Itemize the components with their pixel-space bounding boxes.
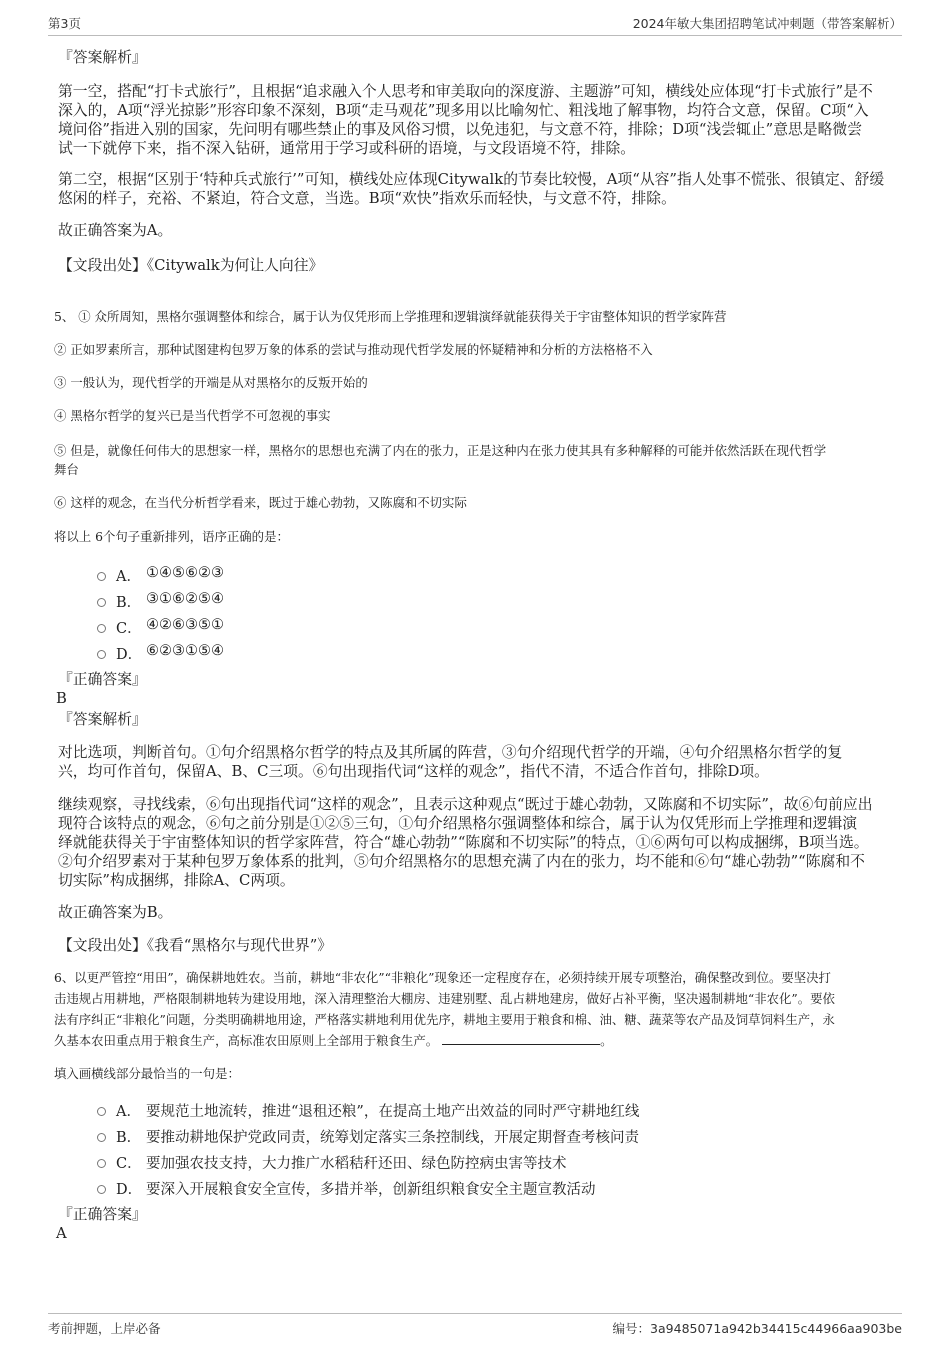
q6-stem-line1: 6、以更严管控“用田”，确保耕地姓农。当前，耕地“非农化”“非粮化”现象还一定程度存在，必须持续开展专项整治，确保整改到位。要坚决打 — [54, 970, 831, 985]
q5-sentence-6: ⑥ 这样的观念，在当代分析哲学看来，既过于雄心勃勃，又陈腐和不切实际 — [54, 495, 467, 510]
q6-answer-label: 『正确答案』 — [58, 1206, 147, 1223]
q4-analysis-p1-line1: 第一空，搭配“打卡式旅行”，且根据“追求融入个人思考和审美取向的深度游、主题游”可知，横线处应体现“打卡式旅行”是不 — [58, 83, 873, 100]
q5-sentence-1: 5、 ① 众所周知，黑格尔强调整体和综合，属于认为仅凭形而上学推理和逻辑演绎就能获得关于宇宙整体知识的哲学家阵营 — [54, 309, 727, 324]
q6-stem-line4 — [54, 1032, 613, 1050]
q6-option-d-letter: D． — [116, 1182, 143, 1198]
page-header — [48, 14, 902, 36]
q4-analysis-p1-line3: 境问俗”指进入别的国家，先问明有哪些禁止的事及风俗习惯，以免违犯，与文意不符，排除；D项“浅尝辄止”意思是略微尝 — [58, 121, 862, 138]
radio-icon[interactable] — [97, 1185, 106, 1194]
radio-icon[interactable] — [97, 1107, 106, 1116]
q5-option-b-letter: B． — [116, 595, 142, 611]
q6-option-c-text: 要加强农技支持，大力推广水稻秸秆还田、绿色防控病虫害等技术 — [146, 1156, 567, 1172]
q4-analysis-p1-line4: 试一下就停下来，指不深入钻研，通常用于学习或科研的语境，与文段语境不符，排除。 — [58, 140, 636, 157]
q5-sentence-4: ④ 黑格尔哲学的复兴已是当代哲学不可忽视的事实 — [54, 408, 331, 423]
q6-stem-end: 。 — [600, 1033, 613, 1048]
q6-stem-line2: 击违规占用耕地，严格限制耕地转为建设用地，深入清理整治大棚房、违建别墅、乱占耕地建房，做好占补平衡，坚决遏制耕地“非农化”。要依 — [54, 991, 835, 1006]
page-number: 第3页 — [48, 16, 81, 31]
q4-source: 【文段出处】《Citywalk为何让人向往》 — [58, 257, 324, 274]
document-title: 2024年敏大集团招聘笔试冲刺题（带答案解析） — [632, 16, 902, 31]
answer-blank — [442, 1032, 600, 1045]
q5-analysis-label: 『答案解析』 — [58, 711, 147, 728]
q5-analysis-p1-line1: 对比选项，判断首句。①句介绍黑格尔哲学的特点及其所属的阵营，③句介绍现代哲学的开端，④句介绍黑格尔哲学的复 — [58, 744, 843, 761]
q5-conclusion: 故正确答案为B。 — [58, 904, 173, 921]
q4-analysis-p2-line1: 第二空，根据“区别于‘特种兵式旅行’”可知，横线处应体现Citywalk的节奏比较慢，A项“从容”指人处事不慌张、很镇定、舒缓 — [58, 171, 885, 188]
q5-option-b-text: ③①⑥②⑤④ — [146, 591, 224, 607]
q5-prompt: 将以上 6个句子重新排列，语序正确的是： — [54, 529, 289, 544]
q5-option-c-letter: C． — [116, 621, 142, 637]
q5-option-d-text: ⑥②③①⑤④ — [146, 643, 224, 659]
q5-analysis-p1-line2: 兴，均可作首句，保留A、B、C三项。⑥句出现指代词“这样的观念”，指代不清，不适合作首句，排除D项。 — [58, 763, 769, 780]
q4-analysis-p1-line2: 深入的，A项“浮光掠影”形容印象不深刻，B项“走马观花”现多用以比喻匆忙、粗浅地了解事物，均符合文意，保留。C项“入 — [58, 102, 869, 119]
q5-option-a-text: ①④⑤⑥②③ — [146, 565, 224, 581]
q5-answer-label: 『正确答案』 — [58, 671, 147, 688]
radio-icon[interactable] — [97, 598, 106, 607]
q5-option-d-letter: D． — [116, 647, 143, 663]
q6-option-a-letter: A． — [116, 1104, 141, 1120]
radio-icon[interactable] — [97, 624, 106, 633]
q6-prompt: 填入画横线部分最恰当的一句是： — [54, 1066, 240, 1081]
page-footer — [48, 1313, 902, 1335]
q5-option-a-letter: A． — [116, 569, 141, 585]
q4-analysis-label: 『答案解析』 — [58, 49, 147, 66]
q4-analysis-p2-line2: 悠闲的样子，充裕、不紧迫，符合文意，当选。B项“欢快”指欢乐而轻快，与文意不符，排除。 — [58, 190, 676, 207]
q5-sentence-5-line2: 舞台 — [54, 462, 79, 477]
q6-option-b-text: 要推动耕地保护党政同责，统筹划定落实三条控制线，开展定期督查考核问责 — [146, 1130, 639, 1146]
q5-analysis-p2-line4: ②句介绍罗素对于某种包罗万象体系的批判，⑤句介绍黑格尔的思想充满了内在的张力，均不能和⑥句“雄心勃勃”“陈腐和不 — [58, 853, 865, 870]
q6-option-c-letter: C． — [116, 1156, 142, 1172]
q6-option-b-letter: B． — [116, 1130, 142, 1146]
q5-sentence-2: ② 正如罗素所言，那种试图建构包罗万象的体系的尝试与推动现代哲学发展的怀疑精神和分析的方法格格不入 — [54, 342, 653, 357]
radio-icon[interactable] — [97, 1133, 106, 1142]
q5-option-c-text: ④②⑥③⑤① — [146, 617, 224, 633]
q6-stem-line4-text: 久基本农田重点用于粮食生产，高标准农田原则上全部用于粮食生产。 — [54, 1033, 439, 1048]
q5-sentence-5-line1: ⑤ 但是，就像任何伟大的思想家一样，黑格尔的思想也充满了内在的张力，正是这种内在张力使其具有多种解释的可能并依然活跃在现代哲学 — [54, 443, 827, 458]
q5-source: 【文段出处】《我看“黑格尔与现代世界”》 — [58, 937, 333, 954]
radio-icon[interactable] — [97, 650, 106, 659]
q6-option-a-text: 要规范土地流转，推进“退租还粮”，在提高土地产出效益的同时严守耕地红线 — [146, 1104, 640, 1120]
radio-icon[interactable] — [97, 1159, 106, 1168]
q6-option-d-text: 要深入开展粮食安全宣传，多措并举，创新组织粮食安全主题宣教活动 — [146, 1182, 596, 1198]
q5-analysis-p2-line3: 绎就能获得关于宇宙整体知识的哲学家阵营，符合“雄心勃勃”“陈腐和不切实际”的特点，①⑥两句可以构成捆绑，B项当选。 — [58, 834, 869, 851]
footer-slogan: 考前押题，上岸必备 — [48, 1321, 161, 1336]
document-code: 编号：3a9485071a942b34415c44966aa903be — [612, 1321, 902, 1336]
q5-analysis-p2-line1: 继续观察，寻找线索，⑥句出现指代词“这样的观念”，且表示这种观点“既过于雄心勃勃，又陈腐和不切实际”，故⑥句前应出 — [58, 796, 873, 813]
q5-sentence-3: ③ 一般认为，现代哲学的开端是从对黑格尔的反叛开始的 — [54, 375, 368, 390]
q6-stem-line3: 法有序纠正“非粮化”问题，分类明确耕地用途，严格落实耕地利用优先序，耕地主要用于粮食和棉、油、糖、蔬菜等农产品及饲草饲料生产，永 — [54, 1012, 835, 1027]
q4-conclusion: 故正确答案为A。 — [58, 222, 173, 239]
q6-answer: A — [56, 1225, 67, 1242]
radio-icon[interactable] — [97, 572, 106, 581]
q5-analysis-p2-line2: 现符合该特点的观念，⑥句之前分别是①②⑤三句，①句介绍黑格尔强调整体和综合，属于认为仅凭形而上学推理和逻辑演 — [58, 815, 858, 832]
q5-analysis-p2-line5: 切实际”构成捆绑，排除A、C两项。 — [58, 872, 295, 889]
q5-answer: B — [56, 690, 67, 707]
